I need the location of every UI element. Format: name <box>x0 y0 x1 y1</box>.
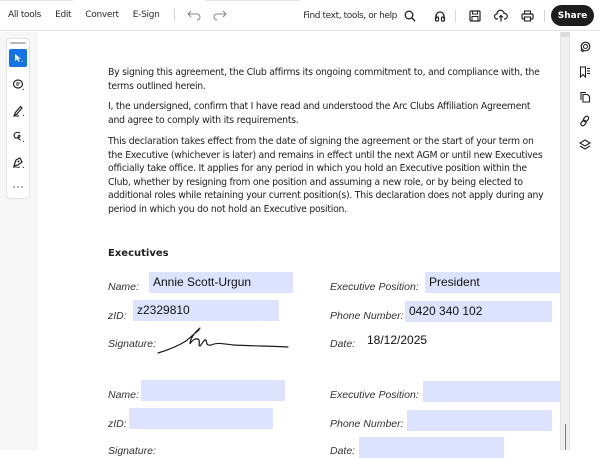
select-tool-button[interactable] <box>9 49 27 67</box>
freeform-draw-icon <box>12 130 25 143</box>
phone-label: Phone Number: <box>330 418 404 430</box>
paragraph-declaration-effect: This declaration takes effect from the date of signing the agreement or the start of your term on the Executive (whichever is later) and remains in effect until the next AGM or until new Executives officially take office. It applies for any period in which you hold an Executive position within the Club, whether by resigning from one position and assuming a new role, or by being elected to additional roles while retaining your current position(s). This declaration does not apply during any period in which you do not hold an Executive position. <box>108 136 544 215</box>
exec1-date-field[interactable]: 18/12/2025 <box>367 333 428 347</box>
fill-sign-button[interactable] <box>9 153 27 171</box>
exec2-name-field[interactable] <box>141 380 285 401</box>
upload-cloud-icon[interactable] <box>490 5 512 27</box>
share-button[interactable]: Share <box>551 5 594 26</box>
ai-assistant-icon[interactable] <box>577 39 593 55</box>
draw-tool-button[interactable] <box>9 127 27 145</box>
read-aloud-icon[interactable] <box>429 5 451 27</box>
exec1-position-field[interactable]: President <box>425 272 560 293</box>
right-rail <box>570 32 600 450</box>
bookmarks-icon[interactable] <box>577 64 593 80</box>
divider <box>544 10 545 22</box>
document-page <box>38 32 560 457</box>
more-tools-button[interactable] <box>9 178 27 196</box>
pen-highlight-icon <box>12 104 25 117</box>
zid-label: zID: <box>108 310 127 322</box>
exec1-signature[interactable] <box>156 326 291 356</box>
date-label: Date: <box>330 338 356 350</box>
more-dots-icon <box>12 185 24 189</box>
vertical-scrollbar[interactable] <box>560 32 570 450</box>
exec1-phone-field[interactable]: 0420 340 102 <box>405 301 552 322</box>
date-label: Date: <box>330 445 356 457</box>
exec2-position-field[interactable] <box>423 381 560 402</box>
add-comment-button[interactable] <box>9 75 27 93</box>
highlight-tool-button[interactable] <box>9 101 27 119</box>
exec2-zid-field[interactable] <box>129 408 273 429</box>
right-toolbar <box>303 0 594 31</box>
zid-label: zID: <box>108 418 127 430</box>
layers-icon[interactable] <box>577 137 593 153</box>
menu-edit[interactable]: Edit <box>55 10 72 20</box>
position-label: Executive Position: <box>330 389 419 401</box>
redo-icon[interactable] <box>209 4 231 26</box>
top-toolbar <box>0 0 600 31</box>
menu-all-tools[interactable]: All tools <box>8 10 42 20</box>
divider <box>455 10 456 22</box>
signature-label: Signature: <box>108 445 156 457</box>
signature-label: Signature: <box>108 338 156 350</box>
exec1-zid-field[interactable]: z2329810 <box>133 300 279 321</box>
find-text-input[interactable]: Find text, tools, or help <box>303 10 397 21</box>
exec2-phone-field[interactable] <box>407 410 552 431</box>
section-heading-executives: Executives <box>108 248 169 259</box>
name-label: Name: <box>108 389 139 401</box>
main-menu <box>0 4 231 26</box>
name-label: Name: <box>108 281 139 293</box>
exec2-date-field[interactable] <box>359 437 504 458</box>
sign-pen-icon <box>12 156 25 169</box>
pages-icon[interactable] <box>577 89 593 105</box>
cursor-arrow-icon <box>13 53 23 63</box>
tab-divider <box>205 0 300 1</box>
undo-icon[interactable] <box>183 4 205 26</box>
comment-icon <box>12 78 25 91</box>
exec1-name-field[interactable]: Annie Scott-Urgun <box>149 272 293 293</box>
paragraph-undersigned: I, the undersigned, confirm that I have read and understood the Arc Clubs Affiliation Agreement and agree to comply with its requirements. <box>108 101 531 126</box>
search-icon[interactable] <box>399 5 421 27</box>
phone-label: Phone Number: <box>330 310 404 322</box>
print-icon[interactable] <box>516 5 538 27</box>
scrollbar-thumb[interactable] <box>565 424 566 450</box>
quick-tools-panel <box>6 38 30 199</box>
tab-divider <box>0 0 73 1</box>
position-label: Executive Position: <box>330 281 419 293</box>
menu-e-sign[interactable]: E-Sign <box>132 10 160 20</box>
handwritten-signature-icon <box>156 326 291 356</box>
save-icon[interactable] <box>464 5 486 27</box>
drag-handle[interactable] <box>10 42 26 44</box>
divider <box>174 9 175 21</box>
menu-convert[interactable]: Convert <box>85 10 119 20</box>
paragraph-club-affirmation: By signing this agreement, the Club affirms its ongoing commitment to, and compliance with, the terms outlined herein. <box>108 67 540 92</box>
scrollbar-top-cap <box>561 32 570 37</box>
link-icon[interactable] <box>577 113 593 129</box>
